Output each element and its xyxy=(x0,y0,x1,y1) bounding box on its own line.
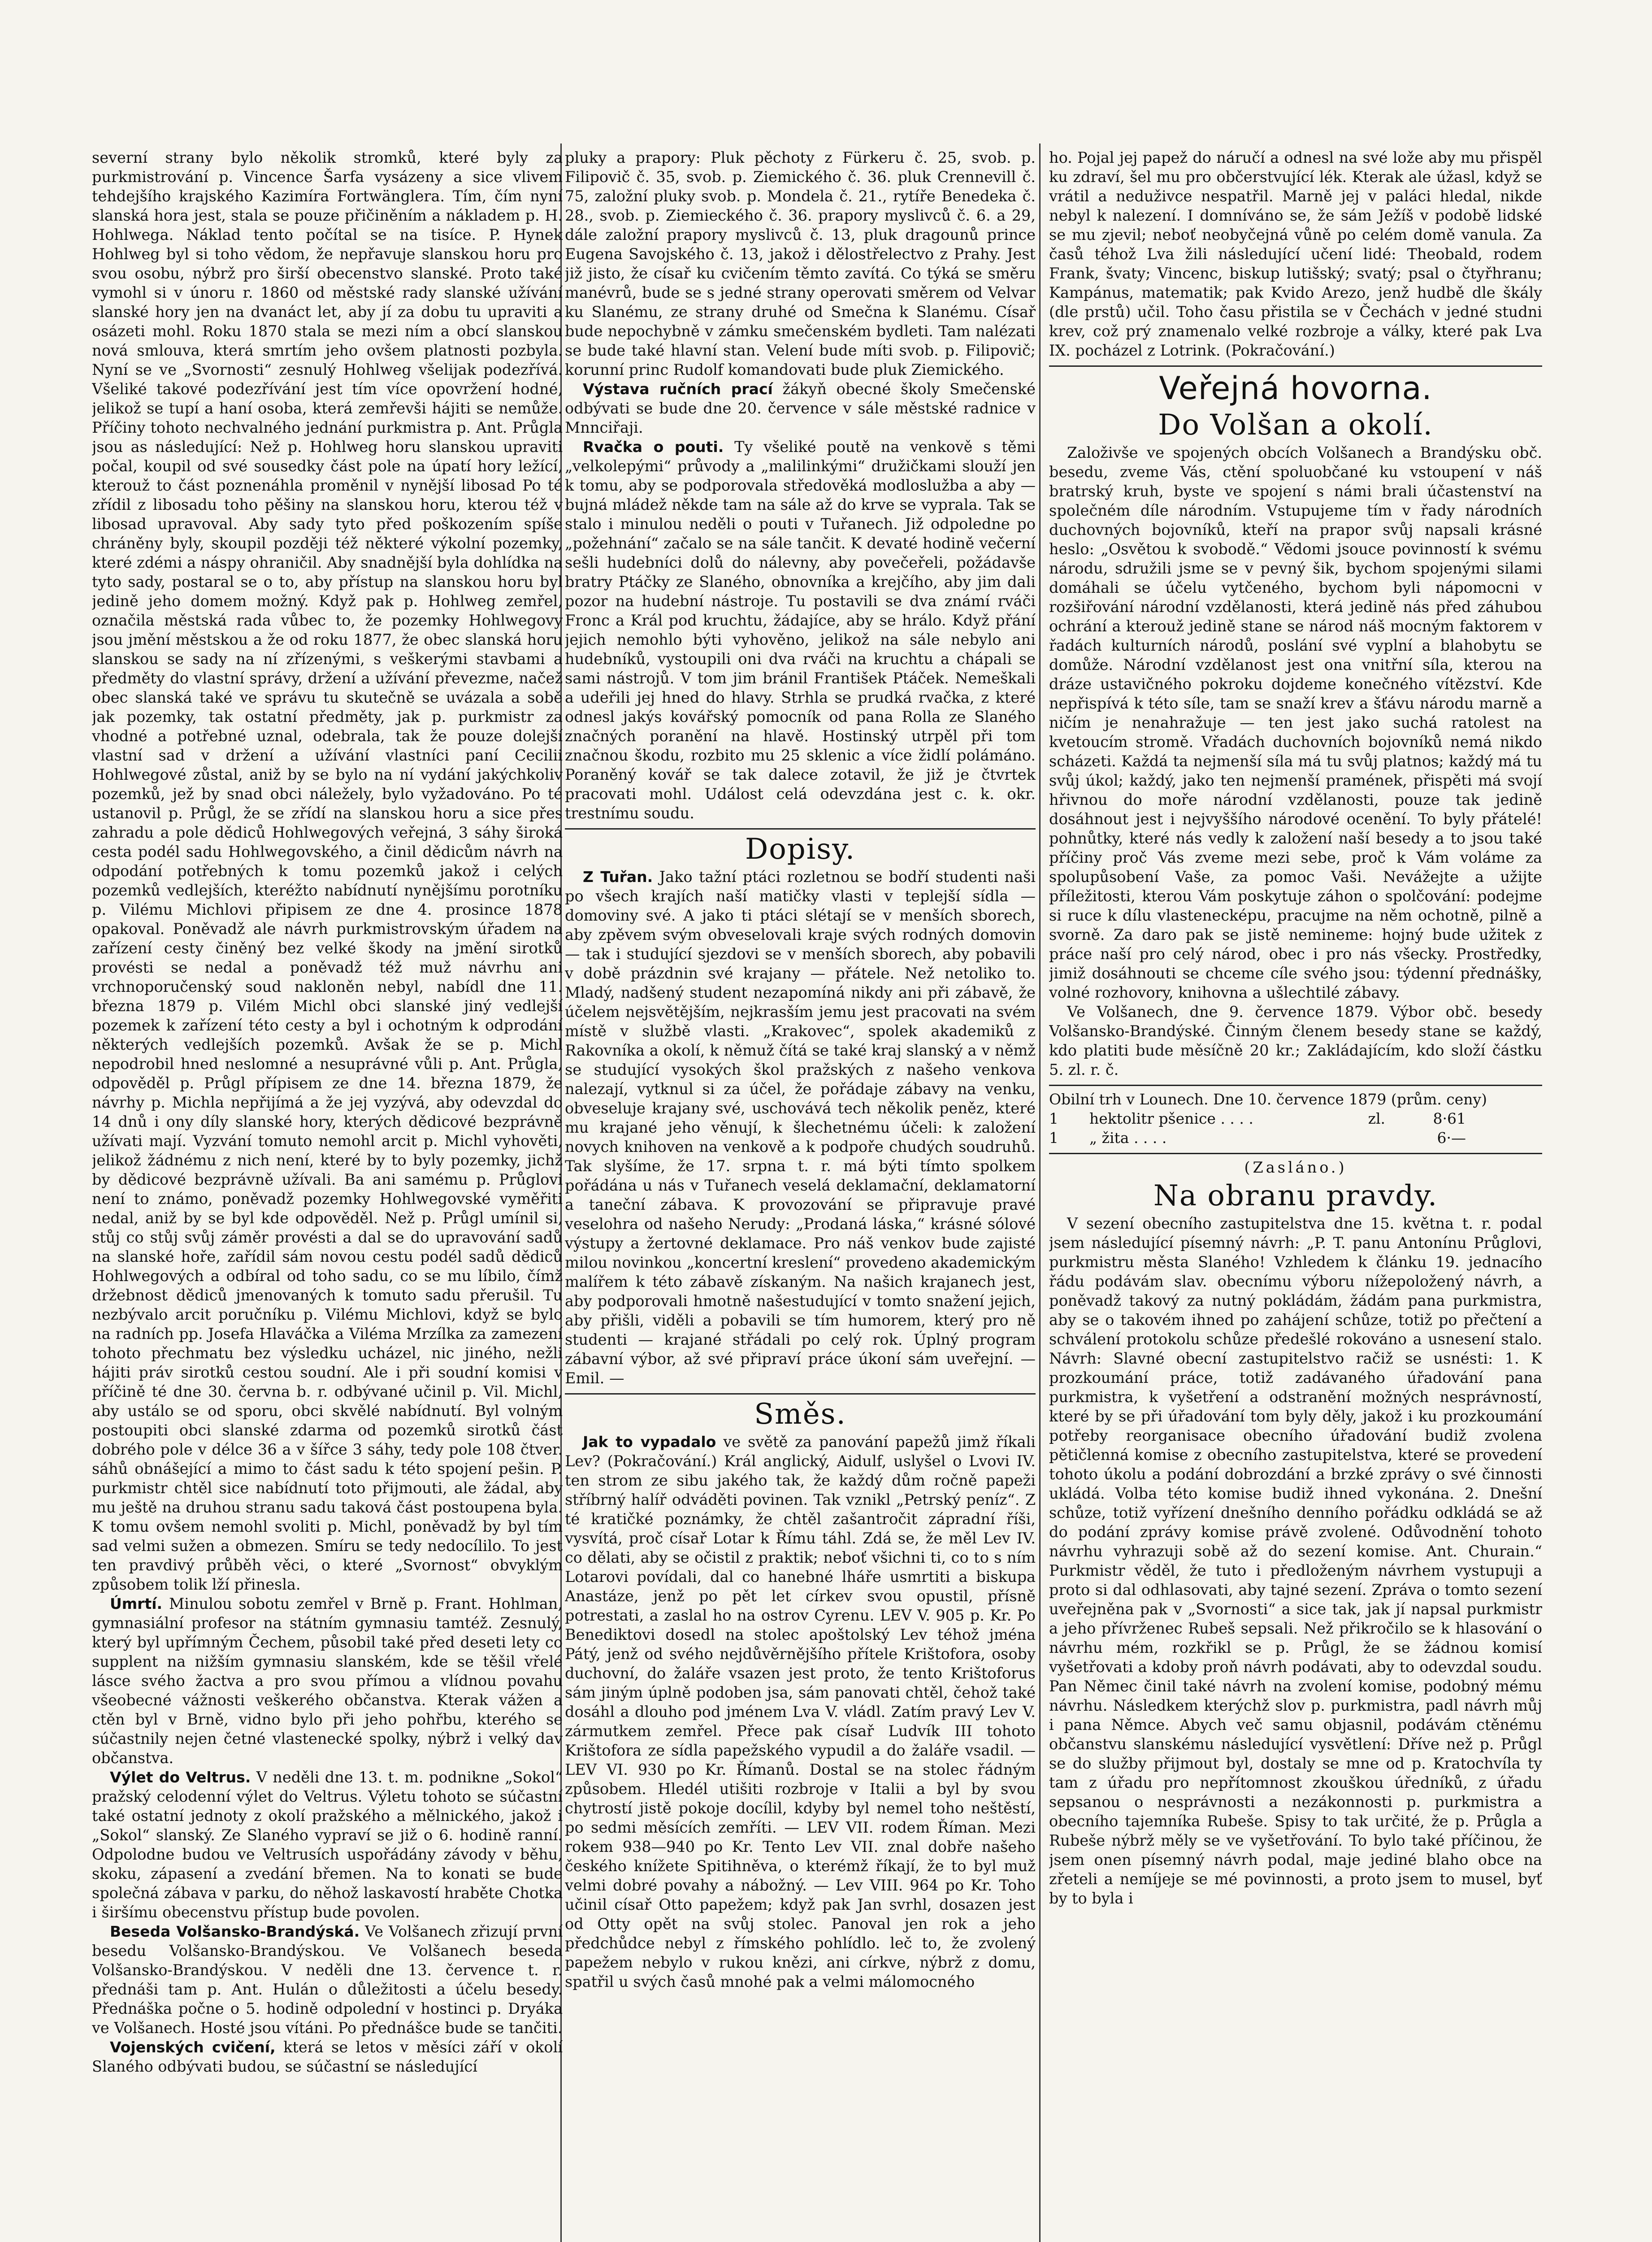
article-paragraph: Rvačka o pouti. Ty všeliké poutě na venkově s těmi „velkolepými“ průvody a „malilinkými“ družičkami slouží jen k tomu, aby se podporovala středověká modloslužba a aby — bujná mládež někde tam na sále až do krve se vyprala. Tak se stalo i minulou neděli o pouti v Tuřanech. Již odpoledne po „požehnání“ začalo se na sále tančit. K devaté hodině večerní sešli hudebníci dolů do nálevny, aby povečeřeli, požádavše bratry Ptáčky ze Slaného, obnovníka a krejčího, aby jim dali pozor na hudební nástroje. Tu postavili se dva známí rváči Fronc a Král pod kruchtu, žádajíce, aby se hrálo. Když přání jejich nemohlo býti vyhověno, jelikož na sále nebylo ani hudebníků, vystoupili oni dva rváči na kruchtu a chápali se sami nástrojů. V tom jim bránil František Ptáček. Nemeškali a udeřili jej hned do hlavy. Strhla se prudká rvačka, z které odnesl jakýs kovářský pomocník od pana Rolla ze Slaného značných poranění na hlavě. Hostinský utrpěl při tom značnou škodu, rozbito mu 25 sklenic a více židlí polámáno. Poraněný kovář se tak dalece zotavil, že již je čtvrtek pracovati mohl. Událost celá odevzdána jest c. k. okr. trestnímu soudu. xyxy=(565,438,1036,822)
article-paragraph: Ve Volšanech, dne 9. července 1879. Výbor obč. besedy Volšansko-Brandýské. Činným členem besedy stane se každý, kdo platiti bude měsíčně 20 kr.; Zakládajícím, kdo složí částku 5. zl. r. č. xyxy=(1049,1003,1542,1078)
column-1 xyxy=(92,148,563,2242)
article-paragraph: ho. Pojal jej papež do náručí a odnesl na své lože aby mu přispěl ku zdraví, šel mu pro občerstvující lék. Kterak ale úžasl, když se vrátil a neduživce nespatřil. Marně jej v paláci hledal, nikde nebyl k nalezení. I domníváno se, že sám Ježíš v podobě lidské se mu zjevil; neboť neobyčejná vůně po celém domě vanula. Za časů téhož Lva žili následující učení lidé: Theobald, rodem Frank, švaty; Vincenc, biskup lutišský; svatý; psal o čtyřhranu; Kampánus, matematik; pak Kvido Arezo, jenž hudbě dle škály (dle prstů) učil. Toho času přistila se v Čechách v jedné studni krev, což prý znamenalo velké rozbroje a války, které pak Lva IX. pocházel z Lotrink. (Pokračování.) xyxy=(1049,149,1542,359)
article-paragraph: Úmrtí. Minulou sobotu zemřel v Brně p. Frant. Hohlman, gymnasiální profesor na státním gymnasiu tamtéž. Zesnulý, který byl upřímným Čechem, působil také před deseti lety co supplent na nižším gymnasiu slanském, kde se těšil vřelé lásce svého žactva a pro svou přímou a vlídnou povahu všeobecné vážnosti veškerého občanstva. Kterak vážen a ctěn byl v Brně, vidno bylo při jeho pohřbu, kterého se súčastnily nejen četné vlastenecké spolky, nýbrž i velký dav občanstva. xyxy=(92,1595,563,1767)
article-lead: Z Tuřan. xyxy=(583,868,653,886)
section-heading-na-obranu-pravdy: Na obranu pravdy. xyxy=(1153,1179,1438,1212)
column-2 xyxy=(565,148,1036,2242)
market-prices xyxy=(1049,1090,1542,1147)
article-lead: Výstava ručních prací xyxy=(583,380,773,398)
column-3 xyxy=(1049,148,1542,2242)
column-divider xyxy=(1039,143,1041,2242)
article-paragraph: Výstava ručních prací žákyň obecné školy Smečenské odbývati se bude dne 20. července v sále městské radnice v Mnnciřaji. xyxy=(565,380,1036,436)
section-heading-smes: Směs. xyxy=(754,1398,846,1431)
article-paragraph: Výlet do Veltrus. V neděli dne 13. t. m. podnikne „Sokol“ pražský celodenní výlet do Veltrus. Výletu tohoto se súčastní také ostatní jednoty z okolí pražského a mělnického, jakož i „Sokol“ slanský. Ze Slaného vypraví se již o 6. hodině ranní. Odpolodne budou ve Veltrusích uspořádány závody v běhu, skoku, zápasení a zvedání břemen. Na to konati se bude společná zábava v parku, do něhož laskavostí hraběte Chotka i širšímu obecenstvu přístup bude povolen. xyxy=(92,1768,563,1921)
section-heading-dopisy: Dopisy. xyxy=(745,833,856,866)
article-paragraph: Z Tuřan. Jako tažní ptáci rozletnou se bodří studenti naši po všech krajích naší matičky vlasti v teplejší sídla — domoviny své. A jako ti ptáci slétají se v menších sborech, aby zpěvem svým obveselovali kraje svých rodných domovin — tak i studující sjezdovi se v menších sborech, aby pobavili v době prázdnin své krajany — přátele. Než netoliko to. Mladý, nadšený student nezapomíná nikdy ani při zábavě, že účelem nejsvětějším, nejkrasším jemu jest pracovati na svém místě v službě vlasti. „Krakovec“, spolek akademiků z Rakovníka a okolí, k němuž čítá se také kraj slanský a v němž se studující vysokých škol pražských z našeho venkova nalezají, vytknul si za účel, že pořádaje zábavy na venku, obveseluje krajany své, uschovává tech několik peněz, které mu krajané jeho věnují, k šlechetnému účeli: k založení novych knihoven na venkově a k podpoře chudých soudruhů. Tak slyšíme, že 17. srpna t. r. má býti tímto spolkem pořádána u nás v Tuřanech veselá deklamační, deklamatorní a taneční zábava. K provozování se připravuje pravé veselohra od našeho Nerudy: „Prodaná láska,“ krásné sólové výstupy a žertovné deklamace. Pro náš venkov bude zajisté milou novinkou „koncertní kreslení“ provedeno akademickým malířem k této zábavě získaným. Na našich krajanech jest, aby podporovali hmotně našestudující v tomto snažení jejich, aby přišli, viděli a pobavili se tím humorem, který pro ně studenti — krajané střádali po celý rok. Úplný program zábavní výbor, až své připraví práce úkoní sám uveřejní. — Emil. — xyxy=(565,868,1036,1387)
article-paragraph: Vojenských cvičení, která se letos v měsíci září v okolí Slaného odbývati budou, se súčastní se následující xyxy=(92,2038,563,2075)
article-lead: Výlet do Veltrus. xyxy=(110,1768,251,1786)
section-heading-verejna-hovorna: Veřejná hovorna. xyxy=(1159,370,1432,407)
section-rule xyxy=(565,828,1036,830)
section-rule xyxy=(1049,365,1542,367)
article-lead: Vojenských cvičení, xyxy=(110,2038,276,2056)
market-title: Obilní trh v Lounech. Dne 10. července 1879 (prům. ceny) xyxy=(1049,1091,1487,1108)
section-rule xyxy=(565,1393,1036,1395)
article-lead: Jak to vypadalo xyxy=(583,1433,716,1451)
zaslano-tag: (Zasláno.) xyxy=(1244,1159,1347,1176)
section-rule xyxy=(1049,1085,1542,1086)
subheading-do-volsan: Do Volšan a okolí. xyxy=(1158,408,1433,442)
article-paragraph: pluky a prapory: Pluk pěchoty z Fürkeru č. 25, svob. p. Filipovič č. 35, svob. p. Ziemického č. 36. pluk Crennevill č. 75, založní pluky svob. p. Mondela č. 21., rytíře Benedeka č. 28., svob. p. Ziemieckého č. 36. prapory myslivců č. 6. a 29, dále založní prapory myslivců č. 13, pluk dragounů prince Eugena Savojského č. 13, jakož i dělostřelectvo z Prahy. Jest již jisto, že císař ku cvičením těmto zavítá. Co týká se směru manévrů, bude se s jedné strany operovati směrem od Velvar ku Slanému, ze strany druhé od Smečna k Slanému. Císař bude nepochybně v zámku smečenském bydleti. Tam nalézati se bude také hlavní stan. Velení bude míti svob. p. Filipovič; korunní princ Rudolf komandovati bude pluk Ziemického. xyxy=(565,149,1036,378)
article-paragraph: Založivše ve spojených obcích Volšanech a Brandýsku obč. besedu, zveme Vás, ctění spoluobčané ku vstoupení v náš bratrský kruh, byste ve spojení s námi brali účastenství na společném díle národním. Vstupujeme tím v řady národních duchovných bojovníků, kteří na prapor svůj napsali krásné heslo: „Osvětou k svobodě.“ Vědomi jsouce povinností k svému národu, sdružili jsme se v pevný šik, bychom spojenými silami domáhali se účelu vytčeného, bychom byli nápomocni v rozšiřování národní vzdělanosti, která jedině nás před záhubou ochrání a kterouž jedině stane se národ náš mocným faktorem v řadách kulturních národů, poslání své vyplní a blahobytu se domůže. Národní vzdělanost jest ona vnitřní síla, kterou na dráze ustavičného pokroku dojdeme konečného vítězství. Kde nepřispívá k této síle, tam se snaží krev a šťávu národu marně a ničím je nenahražuje — ten jest jako suchá ratolest na kvetoucím stromě. Vřadách duchovních bojovníků nemá nikdo scházeti. Každá ta nejmenší síla má tu svůj platnos; každý má tu svůj úkol; každý, jako ten nejmenší pramének, přispěti má svojí hřivnou do moře národní vzdělanosti, pouze tak jedině dosáhnout jest i nejvyššího národové ocenění. To byly přátelé! pohnůtky, které nás vedly k založení naší besedy a to jsou také příčiny proč Vás zveme mezi sebe, proč k Vám voláme za spolupůsobení Vaše, za pomoc Vaši. Nevážejte a užijte příležitosti, kterou Vám poskytuje záhon o spolčování: podejme si ruce k dílu vlastenecképu, pracujme na něm ochotně, pilně a svorně. Za daro pak se jistě nemineme: hojný bude užitek z práce naší pro celý národ, obec i pro nás všecky. Prostředky, jimiž dosáhnouti se chceme cíle svého jsou: týdenní přednášky, volné rozhovory, knihovna a ušlechtilé zábavy. xyxy=(1049,444,1542,1001)
article-lead: Beseda Volšansko-Brandýská. xyxy=(110,1923,360,1940)
article-lead: Úmrtí. xyxy=(110,1595,163,1612)
article-paragraph: Jak to vypadalo ve světě za panování papežů jimž říkali Lev? (Pokračování.) Král anglický, Aidulf, uslyšel o Lvovi IV. ten strom ze sibu jakého tak, že každý dům ročně papeži stříbrný halíř odváděti povinen. Tak vznikl „Petrský peníz“. Z té kratičké poznámky, že chtěl zašantročit zápradní říši, vysvítá, proč císař Lotar k Římu táhl. Zdá se, že měl Lev IV. co dělati, aby se očistil z praktik; neboť všichni ti, co to s ním Lotarovi povídali, dal co hanebné lháře usmrtiti a biskupa Anastáze, jenž po pět let církev svou opustil, přísně potrestati, a zaslal ho na ostrov Cyrenu. LEV V. 905 p. Kr. Po Benediktovi dosedl na stolec apoštolský Lev téhož jména Pátý, jenž od svého nejdůvěrnějšího přítele Krištofora, osoby duchovní, do žaláře vsazen jest proto, že tento Krištoforus sám jiným úplně podoben jsa, sám panovati chtěl, čehož také dosáhl a dlouho pod jménem Lva V. vládl. Zatím pravý Lev V. zármutkem zemřel. Přece pak císař Ludvík III tohoto Krištofora ze sídla papežského vypudil a do žaláře vsadil. — LEV VI. 930 po Kr. Římanů. Dostal se na stolec řádným způsobem. Hledél utišiti rozbroje v Italii a byl by svou chytrostí jistě pokoje docílil, kdyby byl nemel toho neštěstí, po sedmi měsících zemříti. — LEV VII. rodem Říman. Mezi rokem 938—940 po Kr. Tento Lev VII. znal dobře našeho českého knížete Spitihněva, o kterémž říkají, že to byl muž velmi dobré povahy a nábožný. — Lev VIII. 964 po Kr. Toho učinil císař Otto papežem; když pak Jan svrhl, dosazen jest od Otty opět na svůj stolec. Panoval jen rok a jeho předchůdce nebyl z římského pohlídlo. leč to, že zvolený papežem nebylo v rukou knězi, ani církve, nýbrž z domu, spatřil u svých časů mnohé pak a velmi málomocného xyxy=(565,1433,1036,1990)
article-paragraph: severní strany bylo několik stromků, které byly za purkmistrování p. Vincence Šarfa vysázeny a sice vlivem tehdejšího krajského Kazimíra Fortwänglera. Tím, čím nyní slanská hora jest, stala se pouze přičiněním a nákladem p. H. Hohlwega. Náklad tento počítal se na tisíce. P. Hynek Hohlweg byl si toho vědom, že nepřavuje slanskou horu pro svou osobu, nýbrž pro širší obecenstvo slanské. Proto také vymohl si v únoru r. 1860 od městské rady slanské užívání slanské hory jen na dvanáct let, aby jí za dobu tu upraviti a osázeti mohl. Roku 1870 stala se mezi ním a obcí slanskou nová smlouva, která smrtím jeho ovšem platnosti pozbyla. Nyní se ve „Svornosti“ zesnulý Hohlweg všelijak podezřívá. Všeliké takové podezřívání jest tím více opovržení hodné, jelikož se tupí a haní osoba, která zemřevši hájiti se nemůže. Příčiny tohoto nechvalného jednání purkmistra p. Ant. Průgla jsou as následující: Než p. Hohlweg horu slanskou upraviti počal, koupil od své sousedky část pole na úpatí hory ležící, kterouž to část poznenáhla proměnil v nynější libosad Po té zřídil z libosadu toho pěšiny na slanskou horu, kterou též v libosad upravoval. Aby sady tyto před poškozením spíše chráněny byly, skoupil později též některé výkolní pozemky, které zdémi a náspy ohraničil. Aby snadnější byla dohlídka na tyto sady, postaral se o to, aby přístup na slanskou horu byl jedině jeho domem možný. Když pak p. Hohlweg zemřel, označila městská rada vůbec to, že pozemky Hohlwegovy jsou jmění městskou a že od roku 1877, že obec slanská horu slanskou se sady na ní zřízenými, s veškerými stavbami a předměty do vlastní správy, držení a užívání převezme, načež obec slanská také ve správu tu skutečně se uvázala a sobě jak pozemky, tak ostatní předměty, jak p. purkmistr za vhodné a potřebné uznal, odebrala, tak že pouze dolejší vlastní sad v držení a užívání vlastníci paní Cecilii Hohlwegové zůstal, aniž by se bylo na ní vydání jakýchkoliv pozemků, jež by snad obci náležely, bylo vyžadováno. Po té ustanovil p. Průgl, že se zřídí na slanskou horu a sice přes zahradu a pole dědiců Hohlwegových veřejná, 3 sáhy široká cesta podél sadu Hohlwegovského, a činil dědicům návrh na odpodání potřebných k tomu pozemků jakož i celých pozemků vedlejších, kteréžto nabídnutí nynějšímu porotníku p. Vilému Michlovi připisem ze dne 4. prosince 1878 opakoval. Poněvadž ale návrh purkmistrovským úřadem na zařízení cesty činěný bez velké škody na jmění sirotků provésti se nedal a poněvadž též muž návrhu ani vrchnoporučenský soud nakloněn nebyl, nabídl dne 11. března 1879 p. Vilém Michl obci slanské jiný vedlejší pozemek k zařízení této cesty a byl i ochotným k odprodání některých vedlejších pozemků. Avšak že se p. Michl nepodrobil hned neslomné a nesuprávné vůli p. Ant. Průgla, odpověděl p. Průgl přípisem ze dne 14. března 1879, že návrhy p. Michla nepřijímá a že jej vyzývá, aby odevzdal do 14 dnů i ony díly slanské hory, kterých dědicové bezprávně užívati mají. Vyzvání tomuto nemohl arcit p. Michl vyhověti, jelikož žádnému z nich není, které by to byly pozemky, jichž by dědicové bezprávně užívali. Ba ani samému p. Průglovi není to známo, poněvadž pozemky Hohlwegovské vyměřiti nedal, aniž by se byl kde odpověděl. Než p. Průgl umínil si, stůj co stůj svůj záměr provésti a dal se do upravování sadů na slanské hoře, zařídil sám novou cestu podél sadů dědiců Hohlwegových a odbíral od toho sadu, co se mu líbilo, čímž držebnost dědiců jmenovaných k tomuto sadu přerušil. Tu nezbývalo arcit poručníku p. Vilému Michlovi, když se bylo na radních pp. Josefa Hlaváčka a Viléma Mrzílka za zamezení tohoto přechmatu bez výsledku ucházel, nic jiného, nežli hájiti práv sirotků cestou soudní. Ale i při soudní komisi v příčině té dne 30. června b. r. odbývané učinil p. Vil. Michl, aby ustálo se od sporu, obci skvělé nabídnutí. Byl volným postoupiti obci slanské zdarma od pozemků sirotků část dobrého pole v délce 36 a v šířce 3 sáhy, tedy pole 108 čtver. sáhů obnášející a mimo to část sadu k této spojení pešin. P. purkmistr chtěl sice nabídnutí toto přijmouti, ale žádal, aby mu ještě na druhou stranu sadu taková část postoupena byla. K tomu ovšem nemohl svoliti p. Michl, poněvadž by byl tím sad velmi sužen a obmezen. Smíru se tedy nedocílilo. To jest ten pravdivý průběh věci, o které „Svornost“ obvyklým způsobem tolik lží přinesla. xyxy=(92,149,563,1593)
article-lead: Rvačka o pouti. xyxy=(583,438,724,456)
section-rule xyxy=(1049,1153,1542,1154)
article-paragraph: V sezení obecního zastupitelstva dne 15. května t. r. podal jsem následující písemný návrh: „P. T. panu Antonínu Průglovi, purkmistru města Slaného! Vzhledem k článku 19. jednacího řádu podávám slav. obecnímu výboru nížepoložený návrh, a poněvadž takový za nutný pokládám, žádám pana purkmistra, aby se o takovém ihned po zahájení schůze, totiž po přečtení a schválení protokolu schůze předešlé rokováno a usnesení stalo. Návrh: Slavné obecní zastupitelstvo račiž se usnésti: 1. K prozkoumání práce, totiž zadávaného úřadování pana purkmistra, k vyšetření a odstranění možných nesprávností, které by se při úřadování tom byly děly, jakož i ku prozkoumání potřeby reorganisace obecního úřadování budiž zvolena pětičlenná komise z obecního zastupitelstva, které se provedení tohoto úkolu a podání dobrozdání a brzké zprávy o své činnosti ukládá. Volba této komise budiž ihned vykonána. 2. Dnešní schůze, totiž vyřízení dnešního denního pořádku odkládá se až do podání zprávy komise právě zvolené. Odůvodnění tohoto návrhu vyhrazuji sobě až do sezení komise. Ant. Churain.“ Purkmistr věděl, že tuto i předloženým návrhem vystupuji a proto si dal odhlasovati, aby tajné sezení. Zpráva o tomto sezení uveřejněna pak v „Svornosti“ a sice tak, jak jí napsal purkmistr a jeho přívrženec Rubeš sepsali. Než přikročilo se k hlasování o návrhu mém, rozkřikl se p. Průgl, že se žádnou komisí vyšetřovati a kdoby proň návrh podávati, aby to odevzdal soudu. Pan Němec činil také návrh na zvolení komise, podobný mému návrhu. Následkem kterýchž slov p. purkmistra, padl návrh můj i pana Němce. Abych več samu objasnil, podávám ctěnému občanstvu slanskému následující vysvětlení: Dříve než p. Průgl se do služby přijmout byl, dostaly se mne od p. Kratochvíla ty tam z úřadu pro nepřítomnost zkouškou úředníků, z úřadu sepsanou o nesprávnosti a nezákonnosti p. purkmistra a obecního tajemníka Rubeše. Spisy to tak určité, že p. Průgla a Rubeše nýbrž měly se ve vyšetřování. To bylo také příčinou, že jsem onen písemný návrh podal, maje jediné blaho obce na zřeteli a nemíjeje se mé povinnosti, a proto jsem to musel, byť by to byla i xyxy=(1049,1215,1542,1907)
market-row: 1 „ žita . . . . 6·— xyxy=(1049,1129,1466,1147)
article-paragraph: Beseda Volšansko-Brandýská. Ve Volšanech zřizují první besedu Volšansko-Brandýskou. Ve Volšanech beseda Volšansko-Brandýskou. V neděli dne 13. července t. r. přednáši tam p. Ant. Hulán o důležitosti a účelu besedy. Přednáška počne o 5. hodině odpolední v hostinci p. Dryáka ve Volšanech. Hosté jsou vítáni. Po přednášce bude se tančiti. xyxy=(92,1923,563,2037)
market-row: 1 hektolitr pšenice . . . . zl. 8·61 xyxy=(1049,1110,1466,1127)
